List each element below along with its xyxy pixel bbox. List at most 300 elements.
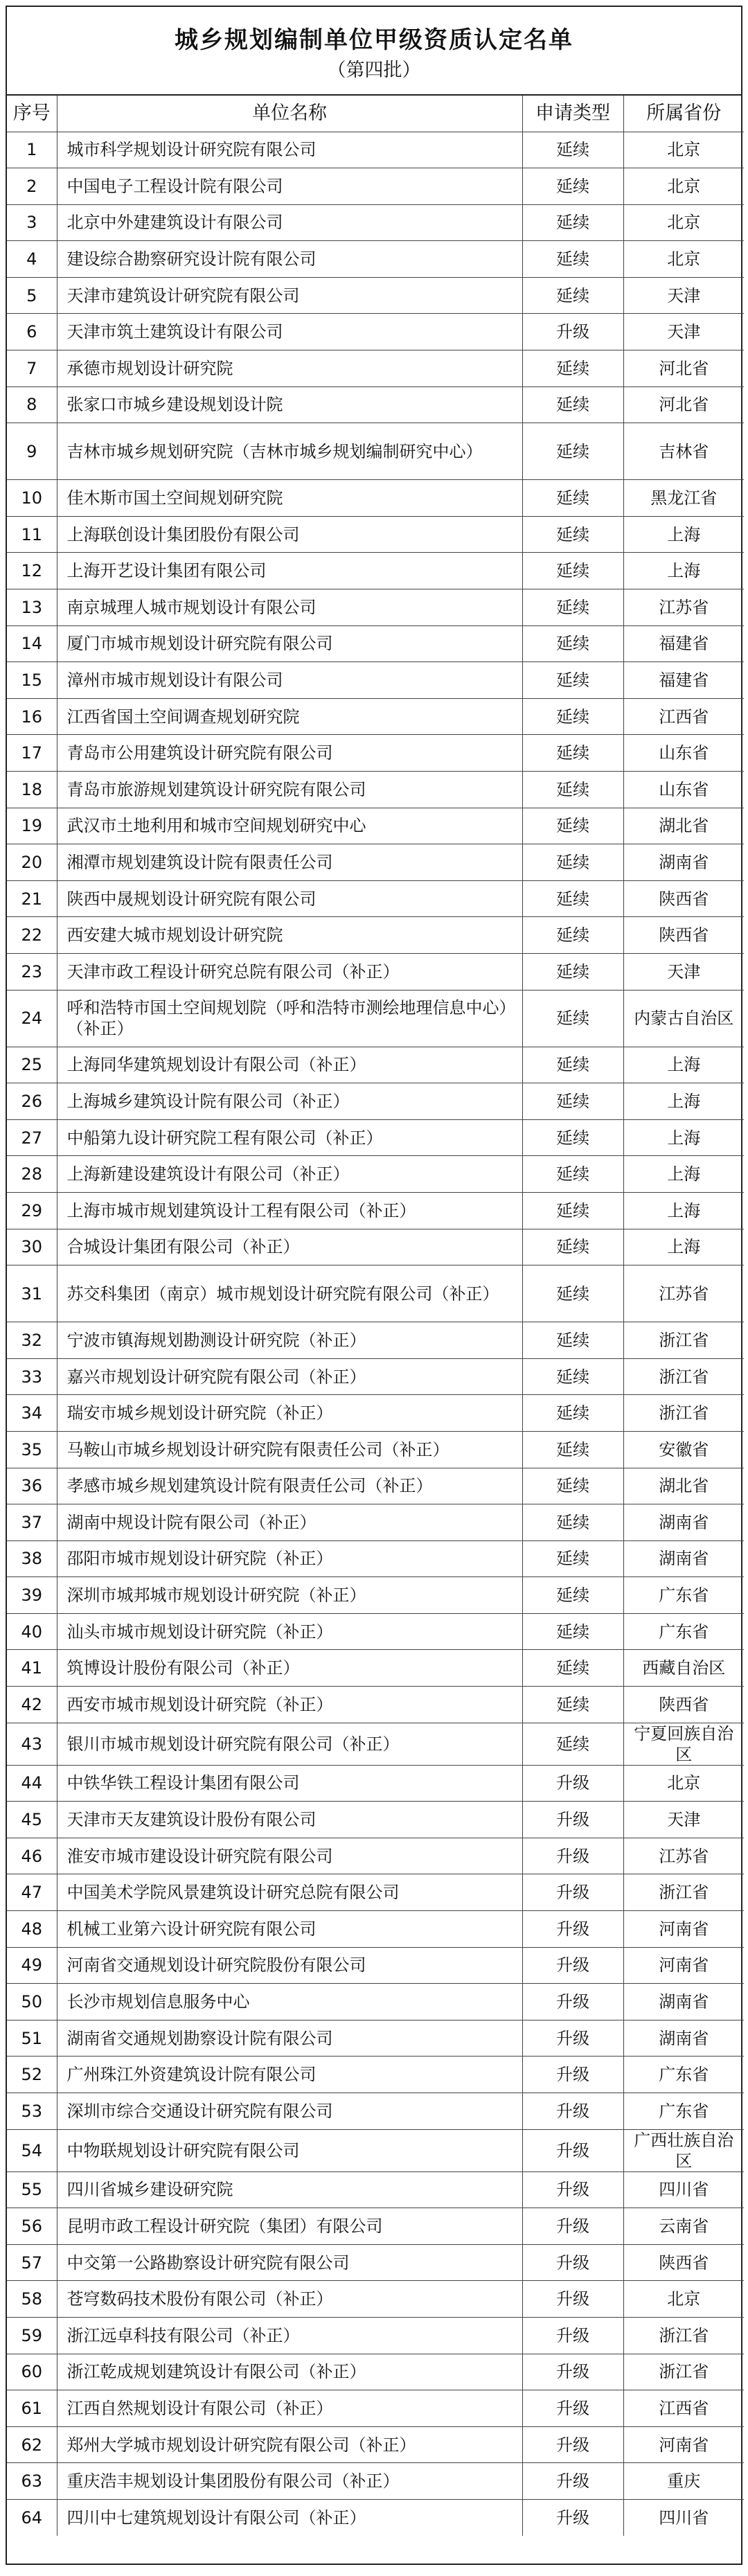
province-cell: 北京: [623, 2281, 744, 2318]
table-row: [7, 516, 744, 553]
application-type-cell: 延续: [522, 277, 623, 314]
row-number-cell: 28: [7, 1156, 57, 1193]
unit-name-cell: 江西自然规划设计有限公司（补正）: [57, 2390, 522, 2427]
row-number-cell: 14: [7, 625, 57, 662]
row-number-cell: 37: [7, 1504, 57, 1541]
table-row: [7, 2244, 744, 2281]
province-cell: 陕西省: [623, 917, 744, 954]
application-type-cell: 升级: [522, 314, 623, 350]
table-row: [7, 387, 744, 423]
unit-name-cell: 建设综合勘察研究设计院有限公司: [57, 241, 522, 278]
row-number-cell: 2: [7, 168, 57, 205]
row-number-cell: 30: [7, 1229, 57, 1265]
table-row: [7, 880, 744, 917]
table-row: [7, 1911, 744, 1948]
row-number-cell: 26: [7, 1083, 57, 1120]
unit-name-cell: 天津市政工程设计研究总院有限公司（补正）: [57, 953, 522, 990]
application-type-cell: 升级: [522, 2463, 623, 2500]
table-row: [7, 1358, 744, 1395]
table-body: [7, 132, 744, 2536]
province-cell: 上海: [623, 553, 744, 589]
province-cell: 天津: [623, 1802, 744, 1838]
application-type-cell: 延续: [522, 1723, 623, 1765]
province-cell: 广东省: [623, 2057, 744, 2093]
province-cell: 上海: [623, 1192, 744, 1229]
column-header-type: 申请类型: [522, 96, 623, 132]
province-cell: 北京: [623, 241, 744, 278]
table-row: [7, 480, 744, 517]
province-cell: 浙江省: [623, 1874, 744, 1911]
row-number-cell: 9: [7, 423, 57, 480]
row-number-cell: 39: [7, 1577, 57, 1614]
table-row: [7, 953, 744, 990]
table-row: [7, 1265, 744, 1322]
application-type-cell: 延续: [522, 844, 623, 881]
application-type-cell: 延续: [522, 387, 623, 423]
province-cell: 陕西省: [623, 2244, 744, 2281]
application-type-cell: 延续: [522, 1358, 623, 1395]
unit-name-cell: 天津市筑土建筑设计有限公司: [57, 314, 522, 350]
row-number-cell: 48: [7, 1911, 57, 1948]
unit-name-cell: 天津市建筑设计研究院有限公司: [57, 277, 522, 314]
application-type-cell: 延续: [522, 1192, 623, 1229]
unit-name-cell: 中交第一公路勘察设计研究院有限公司: [57, 2244, 522, 2281]
row-number-cell: 44: [7, 1765, 57, 1802]
application-type-cell: 延续: [522, 1650, 623, 1687]
application-type-cell: 延续: [522, 1047, 623, 1083]
table-row: [7, 168, 744, 205]
unit-name-cell: 西安市城市规划设计研究院（补正）: [57, 1687, 522, 1723]
table-row: [7, 423, 744, 480]
row-number-cell: 12: [7, 553, 57, 589]
unit-name-cell: 青岛市公用建筑设计研究院有限公司: [57, 735, 522, 772]
document-title: 城乡规划编制单位甲级资质认定名单: [175, 26, 573, 54]
application-type-cell: 升级: [522, 2020, 623, 2057]
row-number-cell: 38: [7, 1540, 57, 1577]
unit-name-cell: 机械工业第六设计研究院有限公司: [57, 1911, 522, 1948]
table-row: [7, 2020, 744, 2057]
province-cell: 浙江省: [623, 2317, 744, 2354]
row-number-cell: 18: [7, 772, 57, 808]
table-row: [7, 1838, 744, 1874]
province-cell: 河南省: [623, 1911, 744, 1948]
application-type-cell: 延续: [522, 808, 623, 844]
province-cell: 江苏省: [623, 589, 744, 626]
province-cell: 湖北省: [623, 1468, 744, 1504]
unit-name-cell: 中船第九设计研究院工程有限公司（补正）: [57, 1119, 522, 1156]
province-cell: 天津: [623, 314, 744, 350]
unit-name-cell: 湖南中规设计院有限公司（补正）: [57, 1504, 522, 1541]
table-row: [7, 844, 744, 881]
table-row: [7, 735, 744, 772]
row-number-cell: 46: [7, 1838, 57, 1874]
table-row: [7, 2129, 744, 2171]
table-row: [7, 1229, 744, 1265]
application-type-cell: 升级: [522, 2208, 623, 2245]
application-type-cell: 延续: [522, 516, 623, 553]
row-number-cell: 13: [7, 589, 57, 626]
province-cell: 北京: [623, 132, 744, 168]
row-number-cell: 23: [7, 953, 57, 990]
row-number-cell: 35: [7, 1431, 57, 1468]
province-cell: 云南省: [623, 2208, 744, 2245]
table-row: [7, 1650, 744, 1687]
table-row: [7, 1874, 744, 1911]
application-type-cell: 升级: [522, 2171, 623, 2208]
application-type-cell: 升级: [522, 1874, 623, 1911]
application-type-cell: 延续: [522, 1687, 623, 1723]
unit-name-cell: 苏交科集团（南京）城市规划设计研究院有限公司（补正）: [57, 1265, 522, 1322]
application-type-cell: 升级: [522, 2244, 623, 2281]
column-header-number: 序号: [7, 96, 57, 132]
province-cell: 广西壮族自治区: [623, 2129, 744, 2171]
application-type-cell: 延续: [522, 1119, 623, 1156]
row-number-cell: 51: [7, 2020, 57, 2057]
table-row: [7, 2093, 744, 2130]
application-type-cell: 升级: [522, 2093, 623, 2130]
table-row: [7, 990, 744, 1047]
province-cell: 黑龙江省: [623, 480, 744, 517]
province-cell: 内蒙古自治区: [623, 990, 744, 1047]
province-cell: 河北省: [623, 350, 744, 387]
table-row: [7, 1395, 744, 1432]
unit-name-cell: 郑州大学城市规划设计研究院有限公司（补正）: [57, 2426, 522, 2463]
province-cell: 浙江省: [623, 2354, 744, 2390]
unit-name-cell: 漳州市城市规划设计有限公司: [57, 662, 522, 699]
province-cell: 广东省: [623, 2093, 744, 2130]
document-header: [7, 7, 741, 96]
unit-name-cell: 江西省国土空间调查规划研究院: [57, 698, 522, 735]
row-number-cell: 58: [7, 2281, 57, 2318]
table-row: [7, 241, 744, 278]
province-cell: 上海: [623, 516, 744, 553]
unit-name-cell: 上海城乡建筑设计院有限公司（补正）: [57, 1083, 522, 1120]
column-header-province: 所属省份: [623, 96, 744, 132]
application-type-cell: 延续: [522, 1229, 623, 1265]
table-row: [7, 1802, 744, 1838]
row-number-cell: 20: [7, 844, 57, 881]
table-row: [7, 350, 744, 387]
application-type-cell: 延续: [522, 1395, 623, 1432]
unit-name-cell: 深圳市城邦城市规划设计研究院（补正）: [57, 1577, 522, 1614]
unit-name-cell: 合城设计集团有限公司（补正）: [57, 1229, 522, 1265]
table-row: [7, 2499, 744, 2536]
application-type-cell: 升级: [522, 2057, 623, 2093]
table-row: [7, 1577, 744, 1614]
row-number-cell: 61: [7, 2390, 57, 2427]
unit-name-cell: 浙江乾成规划建筑设计有限公司（补正）: [57, 2354, 522, 2390]
application-type-cell: 延续: [522, 662, 623, 699]
province-cell: 上海: [623, 1229, 744, 1265]
application-type-cell: 延续: [522, 132, 623, 168]
table-row: [7, 698, 744, 735]
application-type-cell: 升级: [522, 2129, 623, 2171]
unit-name-cell: 河南省交通规划设计研究院股份有限公司: [57, 1947, 522, 1984]
row-number-cell: 34: [7, 1395, 57, 1432]
row-number-cell: 27: [7, 1119, 57, 1156]
unit-name-cell: 浙江远卓科技有限公司（补正）: [57, 2317, 522, 2354]
unit-name-cell: 天津市天友建筑设计股份有限公司: [57, 1802, 522, 1838]
application-type-cell: 延续: [522, 1468, 623, 1504]
application-type-cell: 延续: [522, 953, 623, 990]
unit-name-cell: 上海同华建筑规划设计有限公司（补正）: [57, 1047, 522, 1083]
application-type-cell: 升级: [522, 1765, 623, 1802]
table-row: [7, 1083, 744, 1120]
application-type-cell: 升级: [522, 1947, 623, 1984]
province-cell: 江苏省: [623, 1265, 744, 1322]
table-row: [7, 2354, 744, 2390]
application-type-cell: 延续: [522, 698, 623, 735]
unit-name-cell: 北京中外建建筑设计有限公司: [57, 204, 522, 241]
row-number-cell: 50: [7, 1984, 57, 2020]
table-row: [7, 1468, 744, 1504]
row-number-cell: 4: [7, 241, 57, 278]
document-subtitle: （第四批）: [327, 60, 421, 81]
province-cell: 四川省: [623, 2171, 744, 2208]
row-number-cell: 1: [7, 132, 57, 168]
unit-name-cell: 银川市城市规划设计研究院有限公司（补正）: [57, 1723, 522, 1765]
table-row: [7, 1687, 744, 1723]
province-cell: 北京: [623, 1765, 744, 1802]
table-row: [7, 662, 744, 699]
unit-name-cell: 武汉市土地利用和城市空间规划研究中心: [57, 808, 522, 844]
row-number-cell: 24: [7, 990, 57, 1047]
table-row: [7, 1047, 744, 1083]
row-number-cell: 60: [7, 2354, 57, 2390]
table-row: [7, 1947, 744, 1984]
unit-name-cell: 中物联规划设计研究院有限公司: [57, 2129, 522, 2171]
province-cell: 浙江省: [623, 1395, 744, 1432]
application-type-cell: 延续: [522, 480, 623, 517]
row-number-cell: 43: [7, 1723, 57, 1765]
province-cell: 吉林省: [623, 423, 744, 480]
province-cell: 北京: [623, 204, 744, 241]
province-cell: 上海: [623, 1119, 744, 1156]
application-type-cell: 延续: [522, 625, 623, 662]
qualification-table: [7, 96, 744, 2536]
table-row: [7, 1504, 744, 1541]
unit-name-cell: 城市科学规划设计研究院有限公司: [57, 132, 522, 168]
unit-name-cell: 汕头市城市规划设计研究院（补正）: [57, 1613, 522, 1650]
row-number-cell: 55: [7, 2171, 57, 2208]
row-number-cell: 56: [7, 2208, 57, 2245]
application-type-cell: 升级: [522, 1911, 623, 1948]
unit-name-cell: 淮安市城市建设设计研究院有限公司: [57, 1838, 522, 1874]
table-row: [7, 2463, 744, 2500]
row-number-cell: 15: [7, 662, 57, 699]
application-type-cell: 升级: [522, 2390, 623, 2427]
unit-name-cell: 青岛市旅游规划建筑设计研究院有限公司: [57, 772, 522, 808]
table-row: [7, 1192, 744, 1229]
row-number-cell: 21: [7, 880, 57, 917]
application-type-cell: 延续: [522, 917, 623, 954]
application-type-cell: 延续: [522, 350, 623, 387]
table-row: [7, 772, 744, 808]
unit-name-cell: 上海开艺设计集团有限公司: [57, 553, 522, 589]
row-number-cell: 10: [7, 480, 57, 517]
table-row: [7, 1540, 744, 1577]
unit-name-cell: 四川省城乡建设研究院: [57, 2171, 522, 2208]
application-type-cell: 升级: [522, 2426, 623, 2463]
unit-name-cell: 昆明市政工程设计研究院（集团）有限公司: [57, 2208, 522, 2245]
table-row: [7, 625, 744, 662]
document-page: [6, 6, 742, 2565]
province-cell: 重庆: [623, 2463, 744, 2500]
row-number-cell: 33: [7, 1358, 57, 1395]
application-type-cell: 延续: [522, 553, 623, 589]
table-header-row: [7, 96, 744, 132]
unit-name-cell: 重庆浩丰规划设计集团股份有限公司（补正）: [57, 2463, 522, 2500]
province-cell: 山东省: [623, 735, 744, 772]
table-row: [7, 204, 744, 241]
table-row: [7, 2317, 744, 2354]
province-cell: 江苏省: [623, 1838, 744, 1874]
unit-name-cell: 广州珠江外资建筑设计院有限公司: [57, 2057, 522, 2093]
column-header-name: 单位名称: [57, 96, 522, 132]
table-row: [7, 917, 744, 954]
application-type-cell: 延续: [522, 1613, 623, 1650]
application-type-cell: 升级: [522, 1984, 623, 2020]
table-row: [7, 808, 744, 844]
application-type-cell: 延续: [522, 772, 623, 808]
province-cell: 安徽省: [623, 1431, 744, 1468]
application-type-cell: 升级: [522, 1838, 623, 1874]
table-row: [7, 553, 744, 589]
province-cell: 江西省: [623, 698, 744, 735]
row-number-cell: 42: [7, 1687, 57, 1723]
unit-name-cell: 湘潭市规划建筑设计院有限责任公司: [57, 844, 522, 881]
row-number-cell: 6: [7, 314, 57, 350]
province-cell: 湖南省: [623, 1540, 744, 1577]
unit-name-cell: 邵阳市城市规划设计研究院（补正）: [57, 1540, 522, 1577]
unit-name-cell: 孝感市城乡规划建筑设计院有限责任公司（补正）: [57, 1468, 522, 1504]
table-row: [7, 1765, 744, 1802]
row-number-cell: 32: [7, 1322, 57, 1359]
row-number-cell: 11: [7, 516, 57, 553]
row-number-cell: 52: [7, 2057, 57, 2093]
unit-name-cell: 四川中七建筑规划设计有限公司（补正）: [57, 2499, 522, 2536]
row-number-cell: 54: [7, 2129, 57, 2171]
application-type-cell: 升级: [522, 1802, 623, 1838]
application-type-cell: 延续: [522, 589, 623, 626]
unit-name-cell: 湖南省交通规划勘察设计院有限公司: [57, 2020, 522, 2057]
province-cell: 河南省: [623, 1947, 744, 1984]
table-row: [7, 2390, 744, 2427]
province-cell: 上海: [623, 1047, 744, 1083]
table-row: [7, 2057, 744, 2093]
row-number-cell: 62: [7, 2426, 57, 2463]
application-type-cell: 延续: [522, 1083, 623, 1120]
row-number-cell: 64: [7, 2499, 57, 2536]
province-cell: 广东省: [623, 1613, 744, 1650]
table-row: [7, 1723, 744, 1765]
table-row: [7, 2171, 744, 2208]
application-type-cell: 延续: [522, 168, 623, 205]
application-type-cell: 延续: [522, 1265, 623, 1322]
province-cell: 湖南省: [623, 1984, 744, 2020]
table-row: [7, 2208, 744, 2245]
province-cell: 四川省: [623, 2499, 744, 2536]
unit-name-cell: 厦门市城市规划设计研究院有限公司: [57, 625, 522, 662]
province-cell: 上海: [623, 1083, 744, 1120]
table-row: [7, 1156, 744, 1193]
unit-name-cell: 深圳市综合交通设计研究院有限公司: [57, 2093, 522, 2130]
province-cell: 湖南省: [623, 844, 744, 881]
row-number-cell: 41: [7, 1650, 57, 1687]
row-number-cell: 59: [7, 2317, 57, 2354]
application-type-cell: 延续: [522, 1540, 623, 1577]
row-number-cell: 7: [7, 350, 57, 387]
unit-name-cell: 上海市城市规划建筑设计工程有限公司（补正）: [57, 1192, 522, 1229]
row-number-cell: 19: [7, 808, 57, 844]
row-number-cell: 8: [7, 387, 57, 423]
unit-name-cell: 上海新建设建筑设计有限公司（补正）: [57, 1156, 522, 1193]
unit-name-cell: 呼和浩特市国土空间规划院（呼和浩特市测绘地理信息中心）（补正）: [57, 990, 522, 1047]
row-number-cell: 16: [7, 698, 57, 735]
province-cell: 陕西省: [623, 1687, 744, 1723]
row-number-cell: 31: [7, 1265, 57, 1322]
row-number-cell: 25: [7, 1047, 57, 1083]
province-cell: 北京: [623, 168, 744, 205]
row-number-cell: 36: [7, 1468, 57, 1504]
application-type-cell: 延续: [522, 1577, 623, 1614]
row-number-cell: 47: [7, 1874, 57, 1911]
row-number-cell: 45: [7, 1802, 57, 1838]
table-row: [7, 132, 744, 168]
province-cell: 西藏自治区: [623, 1650, 744, 1687]
application-type-cell: 升级: [522, 2317, 623, 2354]
application-type-cell: 延续: [522, 423, 623, 480]
application-type-cell: 延续: [522, 1156, 623, 1193]
province-cell: 陕西省: [623, 880, 744, 917]
application-type-cell: 延续: [522, 735, 623, 772]
province-cell: 天津: [623, 277, 744, 314]
table-row: [7, 314, 744, 350]
unit-name-cell: 陕西中晟规划设计研究院有限公司: [57, 880, 522, 917]
row-number-cell: 57: [7, 2244, 57, 2281]
application-type-cell: 延续: [522, 1431, 623, 1468]
unit-name-cell: 西安建大城市规划设计研究院: [57, 917, 522, 954]
unit-name-cell: 中国美术学院风景建筑设计研究总院有限公司: [57, 1874, 522, 1911]
province-cell: 广东省: [623, 1577, 744, 1614]
unit-name-cell: 南京城理人城市规划设计有限公司: [57, 589, 522, 626]
unit-name-cell: 中国电子工程设计院有限公司: [57, 168, 522, 205]
table-row: [7, 1431, 744, 1468]
row-number-cell: 63: [7, 2463, 57, 2500]
unit-name-cell: 中铁华铁工程设计集团有限公司: [57, 1765, 522, 1802]
application-type-cell: 延续: [522, 241, 623, 278]
table-row: [7, 1119, 744, 1156]
table-row: [7, 277, 744, 314]
table-row: [7, 1613, 744, 1650]
unit-name-cell: 宁波市镇海规划勘测设计研究院（补正）: [57, 1322, 522, 1359]
unit-name-cell: 苍穹数码技术股份有限公司（补正）: [57, 2281, 522, 2318]
row-number-cell: 49: [7, 1947, 57, 1984]
application-type-cell: 升级: [522, 2281, 623, 2318]
row-number-cell: 22: [7, 917, 57, 954]
table-row: [7, 2281, 744, 2318]
province-cell: 江西省: [623, 2390, 744, 2427]
table-row: [7, 2426, 744, 2463]
row-number-cell: 40: [7, 1613, 57, 1650]
application-type-cell: 延续: [522, 1504, 623, 1541]
table-row: [7, 589, 744, 626]
row-number-cell: 29: [7, 1192, 57, 1229]
row-number-cell: 5: [7, 277, 57, 314]
application-type-cell: 延续: [522, 990, 623, 1047]
province-cell: 河北省: [623, 387, 744, 423]
unit-name-cell: 瑞安市城乡规划设计研究院（补正）: [57, 1395, 522, 1432]
